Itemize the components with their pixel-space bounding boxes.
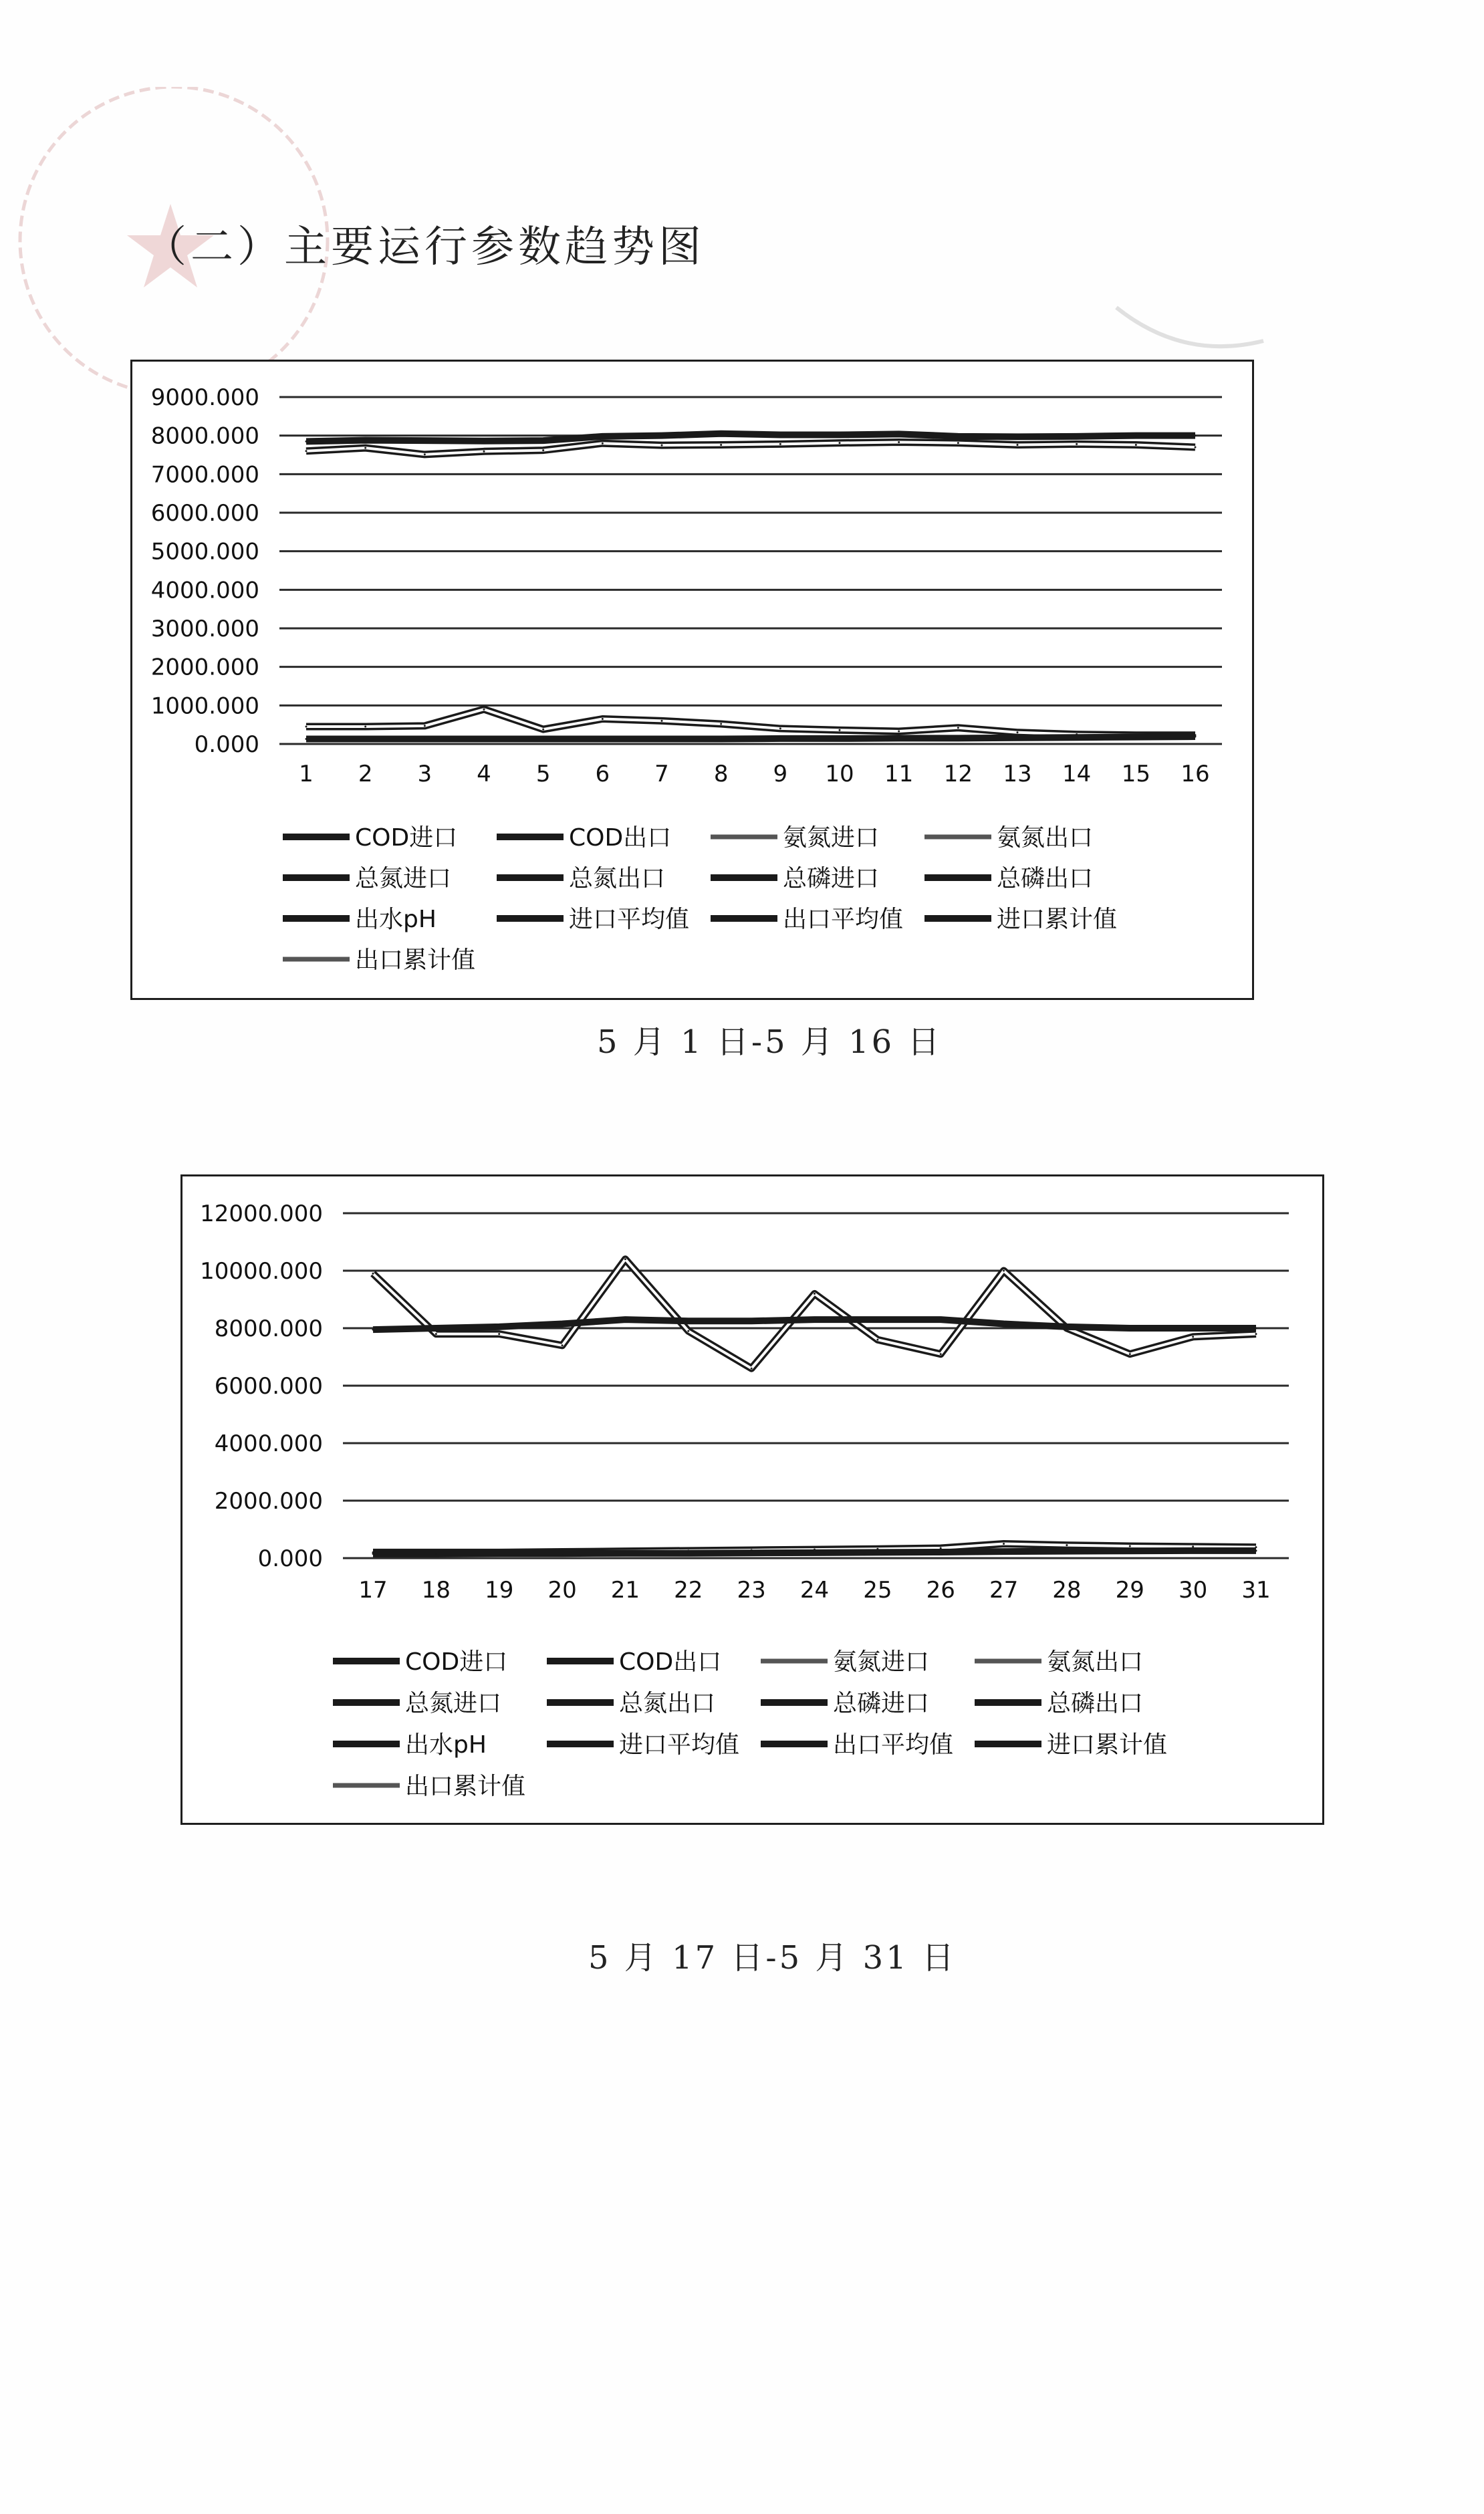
data-point [602,718,604,720]
data-point [602,443,604,445]
data-point [898,730,900,732]
data-point [364,439,366,441]
chart-1-svg [132,362,1252,998]
legend-label: 总氮进口 [405,1690,502,1717]
legend-label: 出口累计值 [355,947,476,974]
data-point [940,1353,942,1355]
data-point [779,737,781,739]
chart-1-caption: 5 月 1 日-5 月 16 日 [597,1023,943,1061]
data-point [624,1258,626,1260]
data-point [305,450,307,452]
legend-label: 总磷出口 [997,865,1094,892]
legend-label: COD进口 [355,824,458,852]
data-point [957,727,959,729]
x-tick-label: 22 [674,1577,703,1604]
y-tick-label: 6000.000 [150,500,259,527]
legend-label: 总磷进口 [833,1690,930,1717]
x-tick-label: 15 [1121,761,1150,787]
y-tick-label: 10000.000 [200,1258,323,1285]
legend-label: 总磷出口 [1047,1690,1144,1717]
legend-label: COD出口 [619,1648,722,1676]
data-point [498,1333,500,1335]
data-point [720,444,722,446]
legend-label: 总氮进口 [355,865,452,892]
data-point [1129,1545,1131,1547]
legend-label: 氨氮出口 [997,824,1094,852]
data-point [661,445,663,447]
data-point [687,1330,689,1332]
x-tick-label: 9 [773,761,788,787]
x-tick-label: 30 [1179,1577,1208,1604]
data-point [1076,435,1078,437]
x-tick-label: 25 [863,1577,892,1604]
data-point [779,443,781,445]
x-tick-label: 12 [943,761,973,787]
data-point [779,727,781,729]
data-point [602,435,604,437]
legend-label: 出口平均值 [833,1731,954,1759]
legend-label: 进口累计值 [997,906,1118,933]
legend-label: 总氮出口 [619,1690,716,1717]
legend-label: 出水pH [355,906,437,933]
data-point [542,449,544,451]
data-point [483,738,485,740]
data-point [898,441,900,443]
data-point [814,1293,816,1295]
x-tick-label: 26 [926,1577,955,1604]
data-point [542,738,544,740]
series-line [306,737,1195,739]
data-point [435,1333,437,1335]
data-point [1195,446,1197,448]
legend-label: 出口累计值 [405,1773,526,1800]
data-point [1129,1550,1131,1552]
x-tick-label: 28 [1052,1577,1082,1604]
data-point [687,1552,689,1554]
data-point [483,709,485,711]
data-point [814,1319,816,1321]
y-tick-label: 1000.000 [150,693,259,720]
data-point [1192,1336,1194,1338]
data-point [814,1551,816,1553]
y-tick-label: 4000.000 [150,577,259,604]
data-point [1066,1326,1068,1328]
legend-label: 氨氮进口 [783,824,880,852]
data-point [424,725,426,727]
data-point [602,738,604,740]
data-point [1192,1549,1194,1551]
data-point [720,723,722,725]
data-point [898,433,900,435]
data-point [424,440,426,442]
legend-label: 总磷进口 [783,865,880,892]
x-tick-label: 23 [737,1577,766,1604]
data-point [1255,1328,1257,1330]
legend-label: 总氮出口 [569,865,666,892]
data-point [751,1320,753,1322]
x-tick-label: 19 [485,1577,514,1604]
stamp-fragment [1110,294,1270,361]
chart-2-caption: 5 月 17 日-5 月 31 日 [588,1939,957,1977]
data-point [1255,1333,1257,1335]
y-tick-label: 12000.000 [200,1201,323,1227]
data-point [940,1551,942,1553]
x-tick-label: 5 [535,761,551,787]
data-point [779,434,781,436]
y-tick-label: 8000.000 [150,422,259,450]
x-tick-label: 7 [654,761,669,787]
x-tick-label: 24 [799,1577,830,1604]
data-point [542,440,544,442]
trend-chart-may-1-16 [130,360,1254,1000]
data-point [562,1323,564,1325]
data-point [1195,434,1197,436]
data-point [876,1339,878,1341]
x-tick-label: 3 [417,761,432,787]
data-point [562,1344,564,1346]
data-point [1017,444,1019,446]
data-point [720,738,722,740]
data-point [1255,1549,1257,1551]
x-tick-label: 8 [713,761,729,787]
data-point [1017,737,1019,739]
data-point [435,1553,437,1555]
y-tick-label: 0.000 [194,731,259,758]
data-point [1135,434,1137,436]
data-point [364,447,366,449]
y-tick-label: 7000.000 [150,461,259,489]
data-point [542,729,544,731]
data-point [751,1552,753,1554]
data-point [1017,436,1019,438]
data-point [1003,1551,1005,1553]
data-point [876,1551,878,1553]
data-point [624,1552,626,1554]
data-point [435,1328,437,1330]
data-point [940,1319,942,1321]
data-point [1076,443,1078,445]
x-tick-label: 2 [358,761,373,787]
y-tick-label: 0.000 [257,1545,323,1572]
data-point [364,738,366,740]
y-tick-label: 2000.000 [150,654,259,681]
legend-label: 出口平均值 [783,906,904,933]
x-tick-label: 11 [884,761,914,787]
data-point [1003,1543,1005,1545]
data-point [876,1319,878,1321]
data-point [1076,737,1078,739]
data-point [687,1320,689,1322]
x-tick-label: 18 [421,1577,451,1604]
chart-2-svg [182,1176,1322,1823]
x-tick-label: 29 [1115,1577,1144,1604]
page-heading: （二）主要运行参数趋势图 [144,223,705,272]
data-point [1195,736,1197,738]
y-tick-label: 8000.000 [214,1315,323,1342]
data-point [720,432,722,434]
x-tick-label: 16 [1181,761,1210,787]
data-point [1135,736,1137,738]
data-point [1066,1544,1068,1546]
data-point [661,720,663,722]
y-tick-label: 5000.000 [150,538,259,565]
data-point [1017,731,1019,733]
data-point [305,441,307,443]
data-point [498,1553,500,1555]
data-point [751,1368,753,1370]
legend-label: 进口累计值 [1047,1731,1168,1759]
x-tick-label: 4 [477,761,491,787]
data-point [661,434,663,436]
data-point [957,435,959,437]
x-tick-label: 27 [989,1577,1019,1604]
data-point [1003,1323,1005,1325]
x-tick-label: 1 [299,761,314,787]
data-point [839,442,841,444]
x-tick-label: 20 [547,1577,577,1604]
data-point [898,737,900,739]
data-point [661,738,663,740]
data-point [483,451,485,453]
data-point [498,1326,500,1328]
data-point [839,729,841,731]
data-point [372,1273,374,1275]
y-tick-label: 6000.000 [214,1373,323,1400]
y-tick-label: 4000.000 [214,1430,323,1457]
data-point [1135,444,1137,446]
x-tick-label: 21 [610,1577,640,1604]
data-point [957,737,959,739]
x-tick-label: 10 [825,761,854,787]
data-point [1129,1328,1131,1330]
data-point [1192,1328,1194,1330]
x-tick-label: 14 [1062,761,1092,787]
data-point [1066,1550,1068,1552]
y-tick-label: 3000.000 [150,616,259,642]
legend-label: COD出口 [569,824,672,852]
data-point [424,738,426,740]
data-point [364,726,366,728]
legend-label: 进口平均值 [619,1731,740,1759]
x-tick-label: 17 [358,1577,388,1604]
data-point [562,1553,564,1555]
data-point [839,737,841,739]
data-point [624,1319,626,1321]
x-tick-label: 13 [1003,761,1032,787]
y-tick-label: 9000.000 [150,384,259,411]
legend-label: 氨氮出口 [1047,1648,1144,1676]
x-tick-label: 6 [595,761,610,787]
data-point [1129,1353,1131,1355]
data-point [1003,1270,1005,1272]
data-point [424,453,426,455]
y-tick-label: 2000.000 [214,1488,323,1515]
legend-label: 氨氮进口 [833,1648,930,1676]
trend-chart-may-17-31 [180,1174,1324,1825]
series-line-inner [373,1259,1256,1368]
data-point [483,440,485,442]
x-tick-label: 31 [1241,1577,1271,1604]
data-point [372,1553,374,1555]
data-point [839,434,841,436]
legend-label: 出水pH [405,1731,487,1759]
legend-label: COD进口 [405,1648,508,1676]
data-point [372,1329,374,1331]
data-point [957,442,959,444]
legend-label: 进口平均值 [569,906,690,933]
data-point [305,726,307,728]
data-point [305,738,307,740]
